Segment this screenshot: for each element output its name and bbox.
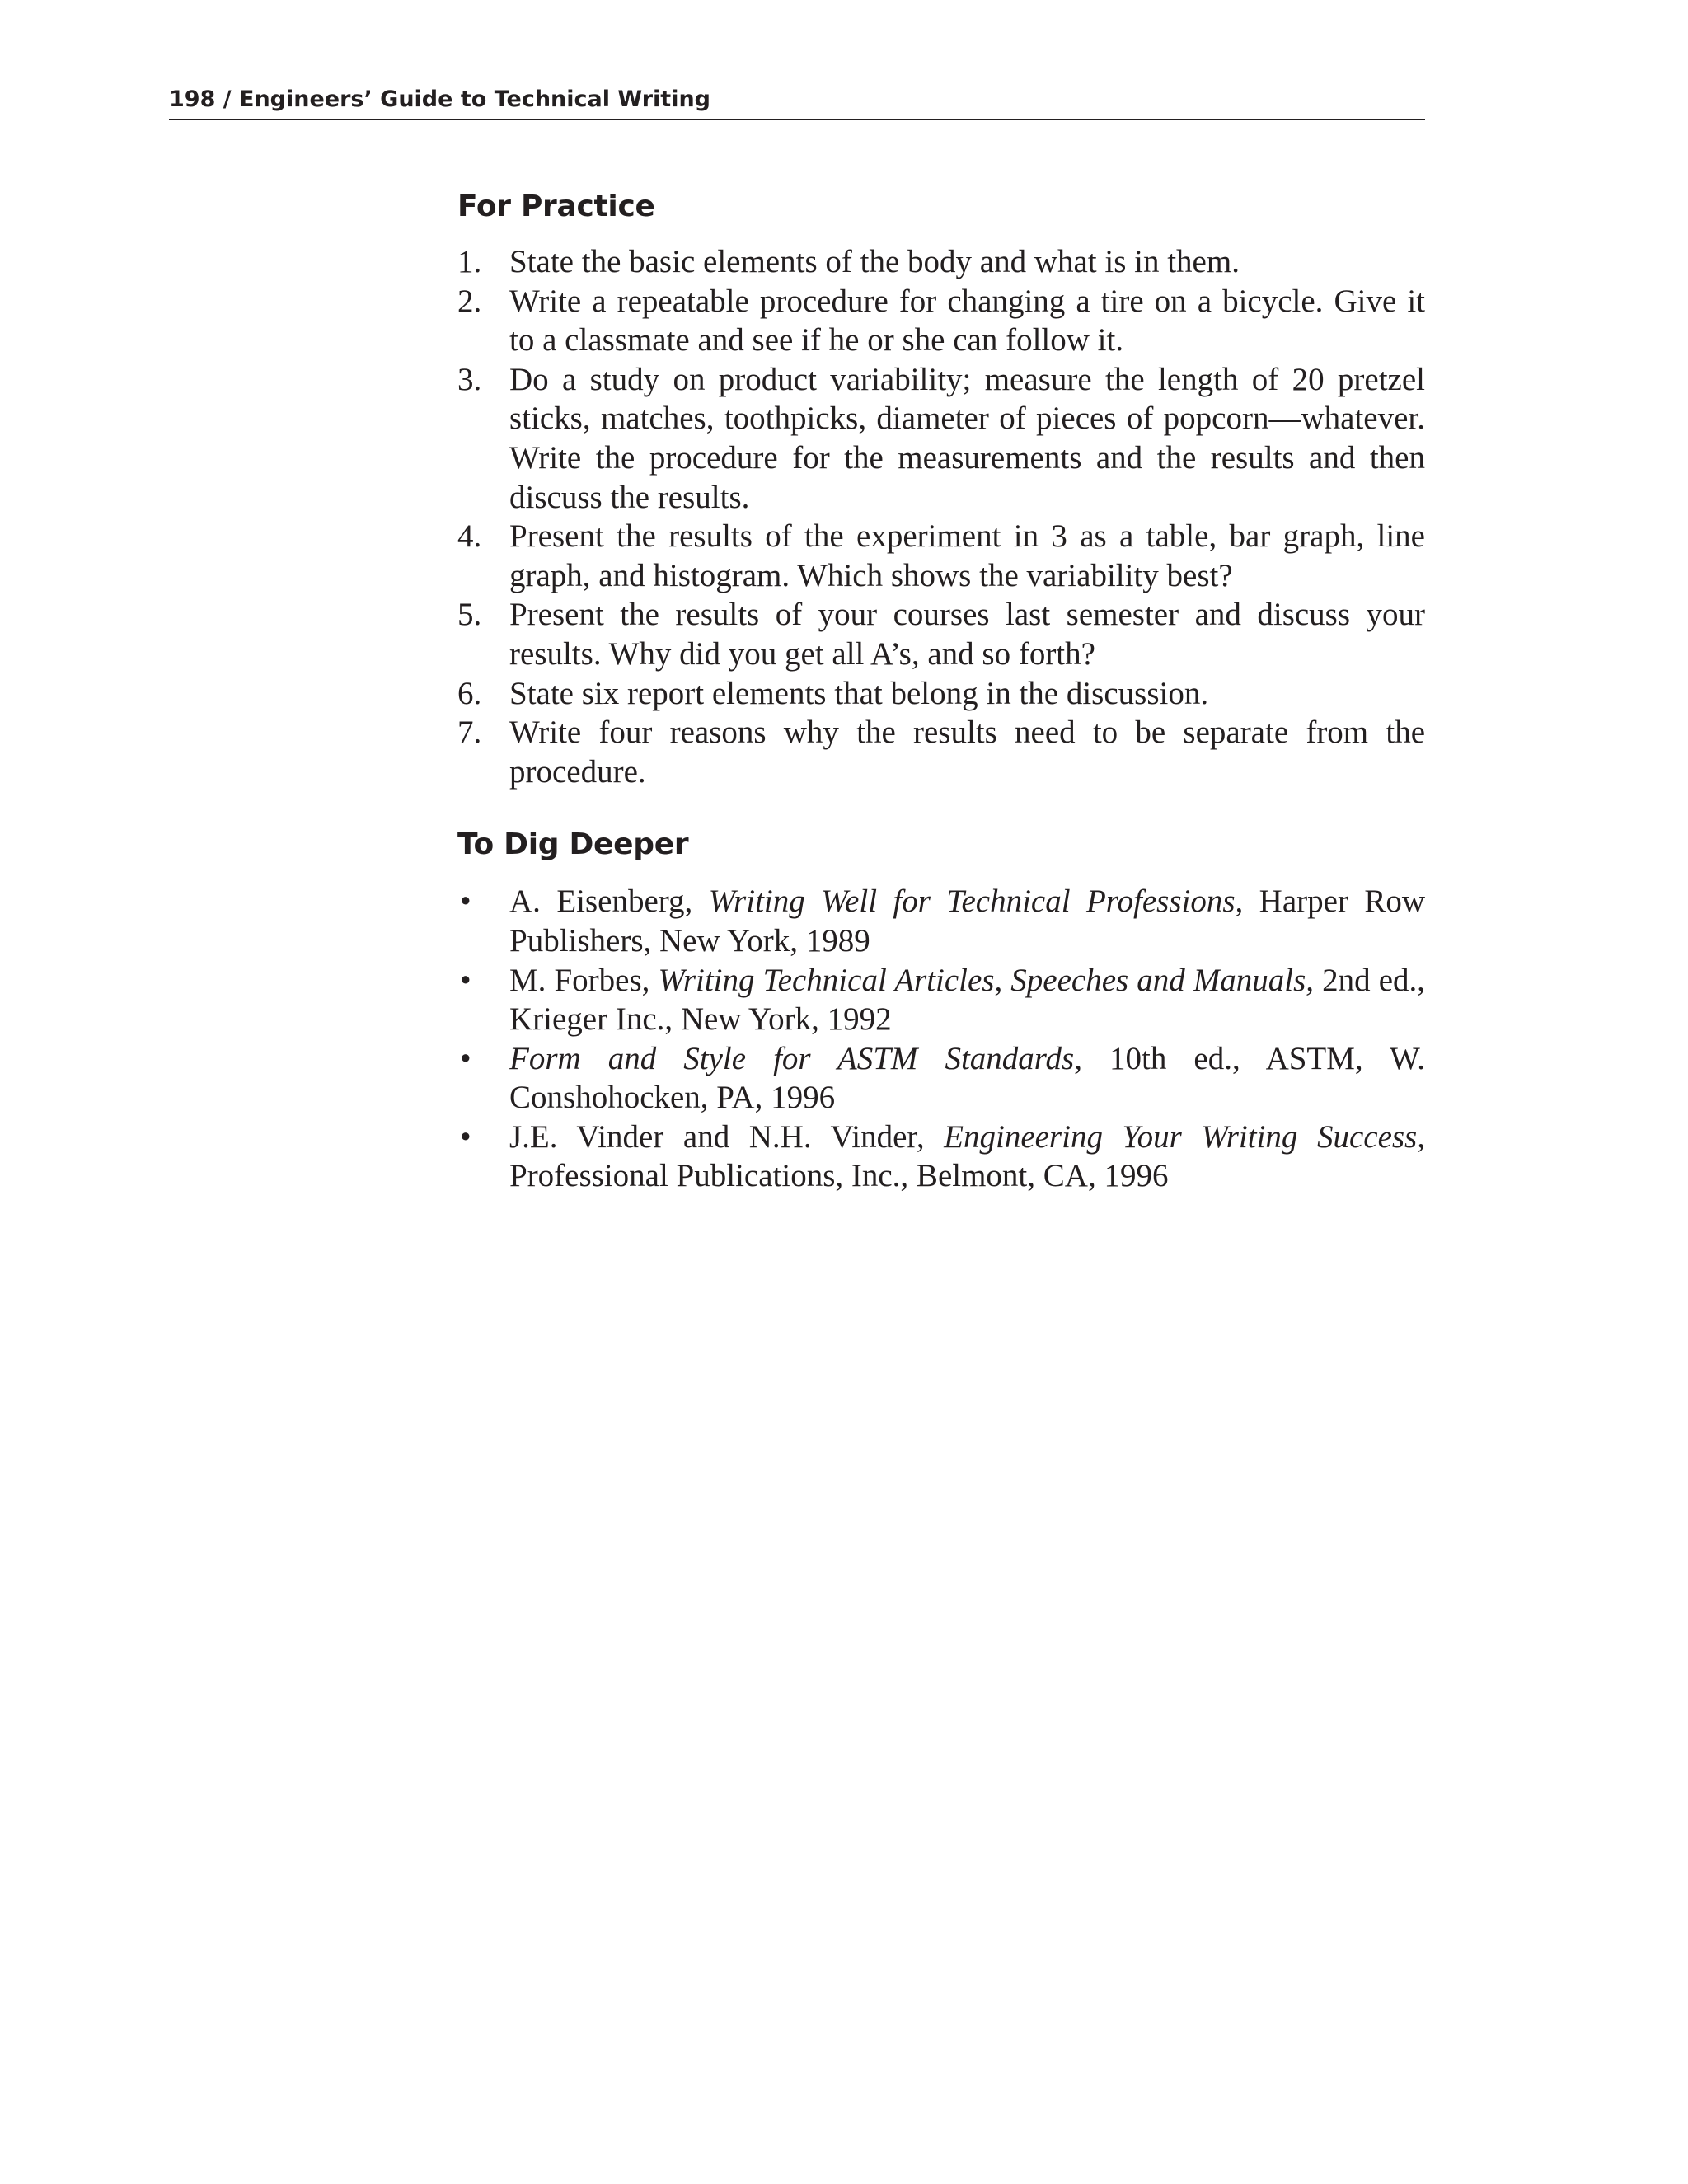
bullet-icon: •	[460, 1040, 471, 1076]
reference-list	[457, 882, 1425, 1196]
practice-item-text: Do a study on product variability; measure the length of 20 pretzel sticks, matches, toothpicks, diameter of pieces of popcorn—whatever. Write the procedure for the measurements and the results and then discuss the results.	[509, 361, 1425, 515]
practice-item-number: 2.	[457, 283, 482, 319]
page-content	[457, 188, 1425, 1196]
practice-item-number: 3.	[457, 361, 482, 397]
practice-item-5	[457, 595, 1425, 673]
practice-item-3	[457, 360, 1425, 517]
reference-publisher: Professional Publications, Inc., Belmont, CA, 1996	[509, 1158, 1169, 1194]
reference-publisher: 10th ed., ASTM, W. Conshohocken, PA, 1996	[509, 1040, 1426, 1116]
reference-item-1	[457, 882, 1425, 960]
practice-item-4	[457, 517, 1425, 595]
reference-title: Engineering Your Writing Success,	[944, 1118, 1425, 1155]
reference-author: M. Forbes,	[509, 962, 659, 998]
practice-list	[457, 242, 1425, 791]
practice-item-2	[457, 282, 1425, 360]
reference-publisher: Harper Row Publishers, New York, 1989	[509, 883, 1426, 958]
practice-item-text: Write four reasons why the results need to be separate from the procedure.	[509, 715, 1425, 790]
reference-item-2	[457, 961, 1425, 1039]
reference-title: Form and Style for ASTM Standards,	[509, 1040, 1082, 1076]
practice-item-text: State six report elements that belong in the discussion.	[509, 675, 1209, 711]
practice-item-1	[457, 242, 1425, 282]
reference-author: A. Eisenberg,	[509, 883, 709, 920]
practice-item-7	[457, 713, 1425, 791]
practice-item-number: 6.	[457, 675, 482, 711]
practice-item-number: 1.	[457, 244, 482, 279]
reference-item-3	[457, 1039, 1425, 1118]
reference-author: J.E. Vinder and N.H. Vinder,	[509, 1118, 945, 1155]
practice-item-text: State the basic elements of the body and what is in them.	[509, 244, 1240, 279]
for-practice-heading: For Practice	[457, 190, 655, 223]
bullet-icon: •	[460, 962, 471, 998]
practice-item-6	[457, 674, 1425, 714]
reference-item-4	[457, 1118, 1425, 1196]
practice-item-number: 5.	[457, 597, 482, 633]
to-dig-deeper-heading: To Dig Deeper	[457, 827, 689, 862]
reference-title: Writing Technical Articles, Speeches and Manuals,	[658, 962, 1315, 998]
practice-item-number: 4.	[457, 518, 482, 555]
reference-publisher: 2nd ed., Krieger Inc., New York, 1992	[509, 962, 1426, 1038]
practice-item-text: Present the results of the experiment in 3 as a table, bar graph, line graph, and histogram. Which shows the variability best?	[509, 518, 1425, 593]
bullet-icon: •	[460, 1118, 471, 1155]
running-head: 198 / Engineers’ Guide to Technical Writing	[169, 86, 1425, 120]
practice-item-number: 7.	[457, 715, 482, 751]
practice-item-text: Present the results of your courses last semester and discuss your results. Why did you get all A’s, and so forth?	[509, 597, 1425, 672]
practice-item-text: Write a repeatable procedure for changing a tire on a bicycle. Give it to a classmate and see if he or she can follow it.	[509, 283, 1425, 359]
reference-title: Writing Well for Technical Professions,	[708, 883, 1244, 920]
bullet-icon: •	[460, 883, 471, 920]
